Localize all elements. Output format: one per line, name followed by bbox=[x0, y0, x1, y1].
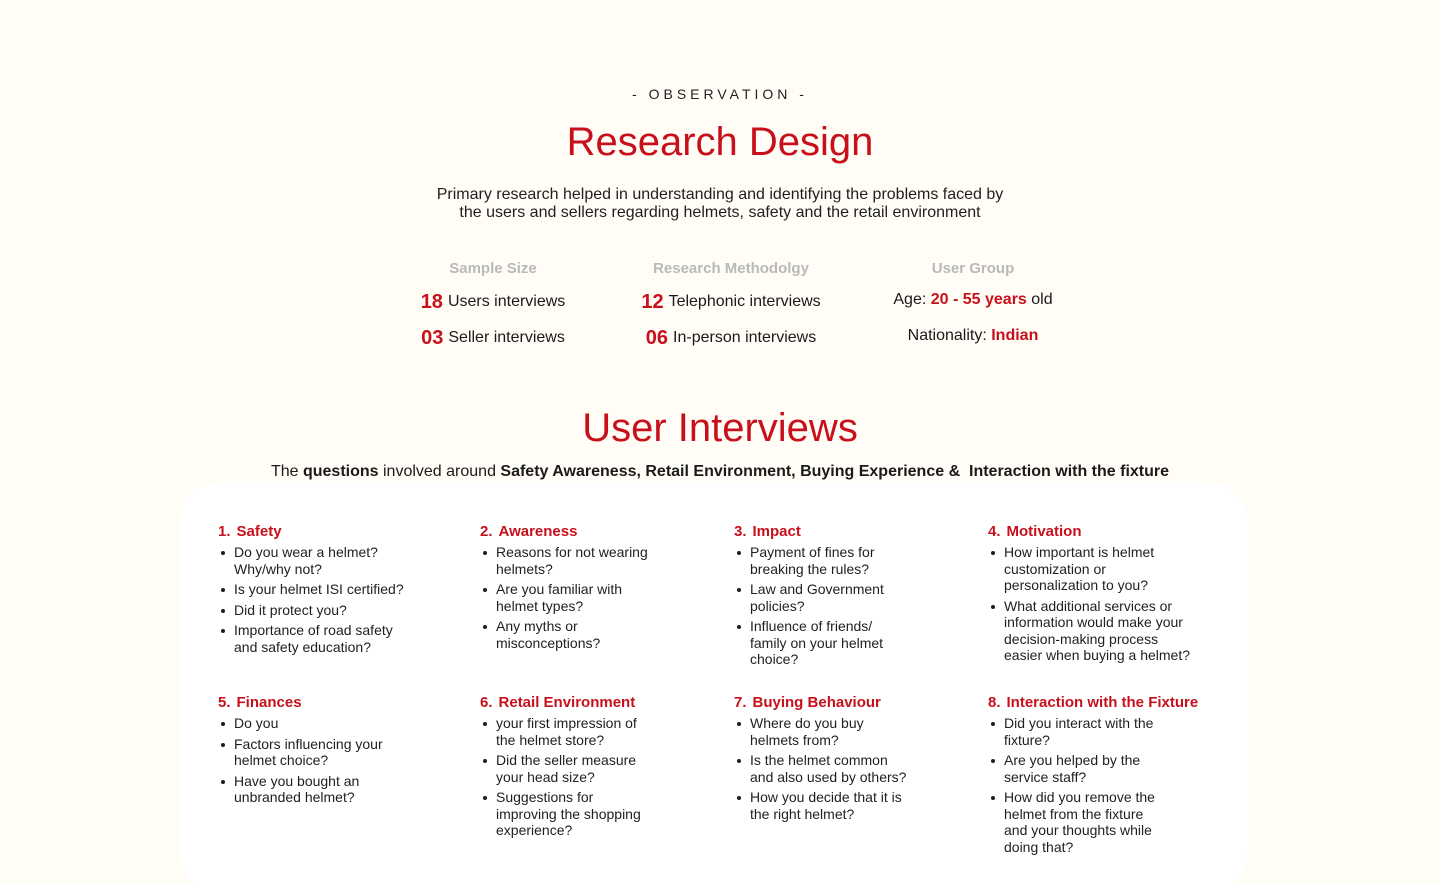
intro-text bbox=[420, 186, 1020, 222]
methodology-heading: Research Methodolgy bbox=[653, 260, 809, 277]
question-group-number: 1. bbox=[218, 522, 231, 540]
question-list bbox=[988, 715, 1238, 855]
question-group-number: 3. bbox=[734, 522, 747, 540]
intro-line-1: Primary research helped in understanding and identifying the problems faced by bbox=[436, 186, 1004, 203]
topic-bold-questions: questions bbox=[302, 463, 379, 480]
sample-size-row bbox=[373, 284, 613, 320]
question-item: Do you wear a helmet? Why/why not? bbox=[218, 544, 388, 577]
sample-size-row bbox=[373, 320, 613, 356]
stat-label: In-person interviews bbox=[673, 329, 817, 346]
question-group-number: 5. bbox=[218, 693, 231, 711]
sample-size-heading: Sample Size bbox=[449, 260, 537, 277]
question-item: Are you familiar with helmet types? bbox=[480, 581, 640, 614]
interviews-topics bbox=[0, 463, 1440, 481]
topic-prefix: The bbox=[270, 463, 303, 480]
question-item: Where do you buy helmets from? bbox=[734, 715, 884, 748]
question-item: Importance of road safety and safety education? bbox=[218, 622, 418, 655]
sample-size-column bbox=[373, 260, 613, 356]
question-group-title bbox=[734, 691, 984, 713]
question-list bbox=[734, 715, 984, 822]
question-item: Any myths or misconceptions? bbox=[480, 618, 630, 651]
question-item: Factors influencing your helmet choice? bbox=[218, 736, 393, 769]
question-group-title bbox=[988, 520, 1238, 542]
question-item: Law and Government policies? bbox=[734, 581, 894, 614]
question-item: Did you interact with the fixture? bbox=[988, 715, 1163, 748]
question-item: How you decide that it is the right helmet? bbox=[734, 789, 914, 822]
question-group-title bbox=[988, 691, 1238, 713]
question-group-label: Retail Environment bbox=[498, 693, 636, 711]
question-group-number: 8. bbox=[988, 693, 1001, 711]
interviews-title: User Interviews bbox=[582, 406, 858, 450]
question-group-finances bbox=[218, 691, 468, 810]
question-group-number: 7. bbox=[734, 693, 747, 711]
question-list bbox=[480, 715, 730, 839]
age-prefix: Age: bbox=[893, 291, 931, 308]
stat-number: 12 bbox=[641, 290, 664, 313]
intro-line-2: the users and sellers regarding helmets, safety and the retail environment bbox=[459, 204, 981, 221]
methodology-column bbox=[611, 260, 851, 356]
age-row bbox=[853, 282, 1093, 318]
question-group-label: Impact bbox=[752, 522, 801, 540]
methodology-row bbox=[611, 320, 851, 356]
question-group-interaction-fixture bbox=[988, 691, 1238, 859]
question-group-title bbox=[218, 691, 468, 713]
question-group-label: Awareness bbox=[498, 522, 578, 540]
question-group-safety bbox=[218, 520, 468, 659]
stat-label: Seller interviews bbox=[448, 329, 565, 346]
questions-card bbox=[180, 482, 1248, 884]
stat-number: 03 bbox=[421, 326, 444, 349]
question-group-label: Motivation bbox=[1006, 522, 1082, 540]
question-group-number: 2. bbox=[480, 522, 493, 540]
question-list bbox=[734, 544, 984, 668]
question-item: Have you bought an unbranded helmet? bbox=[218, 773, 373, 806]
user-group-heading: User Group bbox=[931, 260, 1015, 277]
question-item: Is the helmet common and also used by others? bbox=[734, 752, 914, 785]
question-group-title bbox=[218, 520, 468, 542]
page-title: Research Design bbox=[566, 120, 874, 164]
question-group-motivation bbox=[988, 520, 1238, 668]
nationality-prefix: Nationality: bbox=[907, 327, 992, 344]
user-group-column bbox=[853, 260, 1093, 354]
question-list bbox=[480, 544, 730, 651]
stat-number: 06 bbox=[645, 326, 669, 349]
research-stats bbox=[0, 260, 1440, 360]
topic-middle: involved around bbox=[378, 463, 501, 480]
question-item: How important is helmet customization or personalization to you? bbox=[988, 544, 1168, 594]
question-group-title bbox=[480, 691, 730, 713]
question-item: How did you remove the helmet from the fixture and your thoughts while doing that? bbox=[988, 789, 1158, 855]
section-eyebrow: - OBSERVATION - bbox=[632, 86, 808, 102]
question-group-number: 6. bbox=[480, 693, 493, 711]
question-item: your first impression of the helmet store? bbox=[480, 715, 650, 748]
methodology-row bbox=[611, 284, 851, 320]
question-group-label: Safety bbox=[236, 522, 282, 540]
question-group-title bbox=[480, 520, 730, 542]
question-group-label: Buying Behaviour bbox=[752, 693, 881, 711]
topic-bold-areas: Safety Awareness, Retail Environment, Buying Experience & Interaction with the fixture bbox=[500, 463, 1170, 480]
question-group-buying-behaviour bbox=[734, 691, 984, 826]
question-item: Reasons for not wearing helmets? bbox=[480, 544, 660, 577]
question-item: Influence of friends/ family on your helmet choice? bbox=[734, 618, 894, 668]
stat-label: Telephonic interviews bbox=[668, 293, 821, 310]
question-item: Is your helmet ISI certified? bbox=[218, 581, 418, 598]
question-list bbox=[218, 715, 468, 806]
question-group-label: Interaction with the Fixture bbox=[1006, 693, 1199, 711]
question-group-title bbox=[734, 520, 984, 542]
question-item: What additional services or information would make your decision-making process easier when buying a helmet? bbox=[988, 598, 1198, 664]
nationality-value: Indian bbox=[991, 327, 1039, 344]
question-list bbox=[988, 544, 1238, 664]
question-group-impact bbox=[734, 520, 984, 672]
question-item: Did it protect you? bbox=[218, 602, 418, 619]
question-group-awareness bbox=[480, 520, 730, 655]
stat-label: Users interviews bbox=[447, 293, 566, 310]
question-item: Do you bbox=[218, 715, 388, 732]
question-group-number: 4. bbox=[988, 522, 1001, 540]
nationality-row bbox=[853, 318, 1093, 354]
question-list bbox=[218, 544, 468, 655]
question-group-label: Finances bbox=[236, 693, 302, 711]
question-item: Payment of fines for breaking the rules? bbox=[734, 544, 894, 577]
question-item: Suggestions for improving the shopping experience? bbox=[480, 789, 650, 839]
age-suffix: old bbox=[1026, 291, 1053, 308]
age-value: 20 - 55 years bbox=[930, 291, 1027, 308]
stat-number: 18 bbox=[420, 290, 443, 313]
question-item: Are you helped by the service staff? bbox=[988, 752, 1148, 785]
question-group-retail-environment bbox=[480, 691, 730, 843]
question-item: Did the seller measure your head size? bbox=[480, 752, 645, 785]
